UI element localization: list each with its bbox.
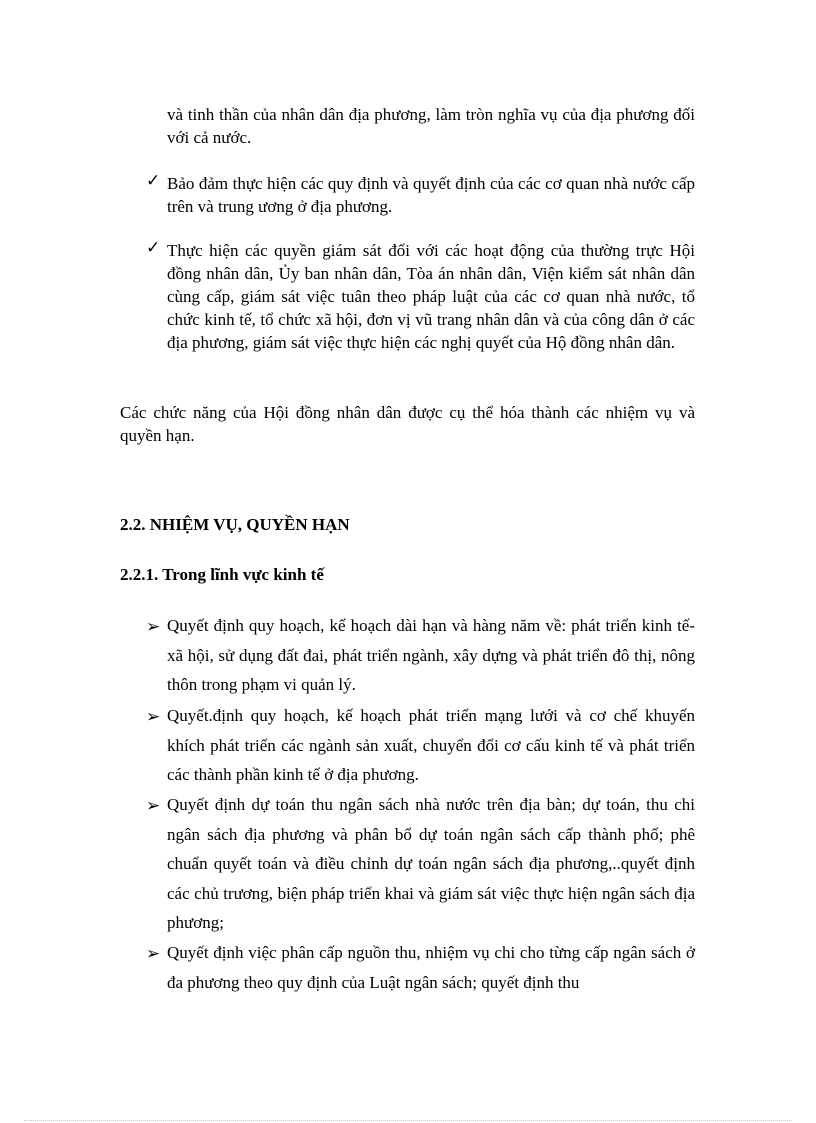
- check-list-item: Thực hiện các quyền giám sát đối với các hoạt động của thường trực Hội đồng nhân dân, Ủy ban nhân dân, Tòa án nhân dân, Viện kiểm sát nhân dân cùng cấp, giám sát việc tuân theo pháp luật của các cơ quan nhà nước, tổ chức kinh tế, tổ chức xã hội, đơn vị vũ trang nhân dân và của công dân ở các địa phương, giám sát việc thực hiện các nghị quyết của Hộ đồng nhân dân.: [167, 241, 695, 352]
- arrow-list-item: Quyết định dự toán thu ngân sách nhà nước trên địa bàn; dự toán, thu chi ngân sách địa phương và phân bổ dự toán ngân sách cấp thành phố; phê chuẩn quyết toán và điều chỉnh dự toán ngân sách địa phương,..quyết định các chủ trương, biện pháp triển khai và giám sát việc thực hiện ngân sách địa phương;: [167, 795, 695, 932]
- checkmark-icon: ✓: [146, 171, 161, 191]
- page-bottom-divider: [24, 1120, 792, 1121]
- section-heading: 2.2. NHIỆM VỤ, QUYỀN HẠN: [120, 515, 350, 534]
- arrow-list-item: Quyết.định quy hoạch, kế hoạch phát triển mạng lưới và cơ chế khuyến khích phát triển các ngành sản xuất, chuyển đổi cơ cấu kinh tế và phát triển các thành phần kinh tế ở địa phương.: [167, 706, 695, 784]
- intro-continuation-paragraph: và tinh thần của nhân dân địa phương, làm tròn nghĩa vụ của địa phương đối với cả nước.: [167, 105, 695, 147]
- arrow-bullet-icon: ➢: [146, 707, 161, 727]
- arrow-list-item: Quyết định việc phân cấp nguồn thu, nhiệm vụ chi cho từng cấp ngân sách ở đa phương theo quy định của Luật ngân sách; quyết định thu: [167, 943, 695, 992]
- arrow-bullet-icon: ➢: [146, 796, 161, 816]
- summary-paragraph: Các chức năng của Hội đồng nhân dân được cụ thể hóa thành các nhiệm vụ và quyền hạn.: [120, 403, 695, 445]
- arrow-bullet-icon: ➢: [146, 944, 161, 964]
- checkmark-icon: ✓: [146, 238, 161, 258]
- subsection-heading: 2.2.1. Trong lĩnh vực kinh tế: [120, 565, 324, 584]
- arrow-bullet-icon: ➢: [146, 617, 161, 637]
- arrow-list-item: Quyết định quy hoạch, kế hoạch dài hạn và hàng năm về: phát triển kinh tế- xã hội, sử dụng đất đai, phát triển ngành, xây dựng và phát triển đô thị, nông thôn trong phạm vi quản lý.: [167, 616, 695, 694]
- check-list-item: Bảo đảm thực hiện các quy định và quyết định của các cơ quan nhà nước cấp trên và trung ương ở địa phương.: [167, 174, 695, 216]
